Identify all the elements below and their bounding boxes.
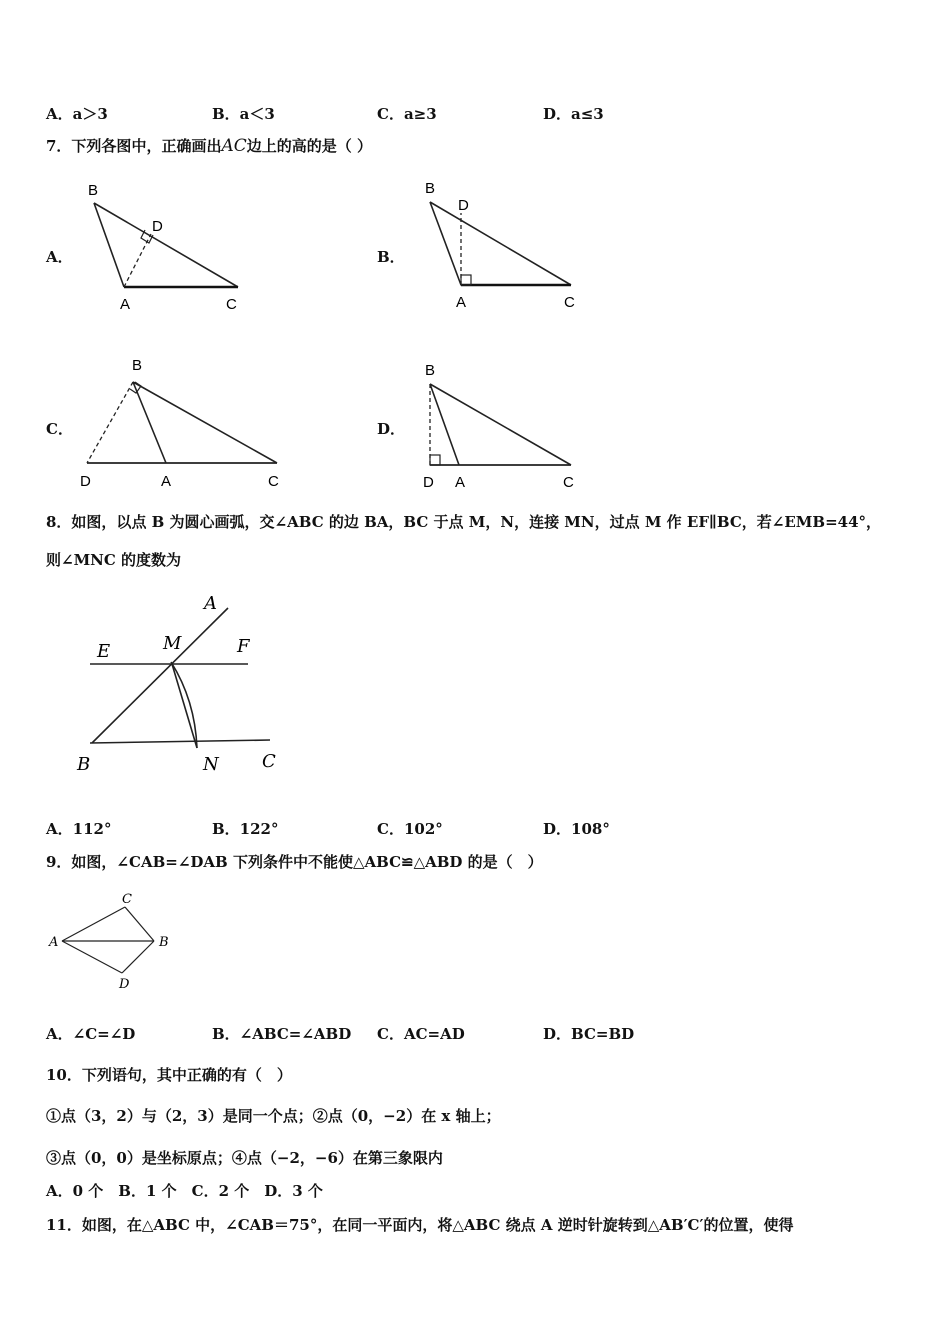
q7d-point-a: A [455,474,466,491]
q7-stem-tail: 边上的高的是（ ） [246,137,372,155]
q9-option-a: A．∠C=∠D [46,1025,136,1043]
q8-stem-line2: 则∠MNC 的度数为 [46,551,182,569]
q7-stem-head: 7．下列各图中，正确画出 [46,137,222,155]
q7-stem [46,137,372,155]
q7a-point-b: B [88,182,99,199]
q8-point-c: C [262,751,276,772]
q6-option-b: B．a＜3 [212,105,275,123]
q7b-point-c: C [564,294,575,311]
q8-option-b: B．122° [212,820,279,838]
q8-point-n: N [203,754,219,775]
q9-option-b: B．∠ABC=∠ABD [212,1025,352,1043]
q8-point-e: E [97,641,111,662]
q11-stem: 11．如图，在△ABC 中，∠CAB＝75°，在同一平面内，将△ABC 绕点 A 逆时针旋转到△AB′C′的位置，使得 [46,1216,794,1234]
q7-label-b: B． [377,248,405,266]
q7-label-a: A． [46,248,73,266]
q9-option-d: D．BC=BD [543,1025,635,1043]
q7-figure-d [415,355,595,500]
q7b-point-d: D [458,197,469,214]
q9-point-d: D [119,977,130,992]
q6-option-d: D．a≤3 [543,105,604,123]
q10-options: A．0 个 B．1 个 C．2 个 D．3 个 [46,1182,323,1200]
q6-option-c: C．a≥3 [377,105,437,123]
q7a-point-a: A [120,296,131,313]
q9-point-c: C [122,892,132,907]
q7a-point-c: C [226,296,237,313]
q7-label-c: C． [46,420,73,438]
q7-figure-b [415,175,595,315]
q9-stem: 9．如图，∠CAB=∠DAB 下列条件中不能使△ABC≌△ABD 的是（ ） [46,853,543,871]
q7c-point-a: A [161,473,172,490]
q8-point-b: B [77,754,91,775]
q10-line1: ①点（3，2）与（2，3）是同一个点；②点（0，−2）在 x 轴上； [46,1107,501,1125]
q7d-point-c: C [563,474,574,491]
q8-stem-line1: 8．如图，以点 B 为圆心画弧，交∠ABC 的边 BA，BC 于点 M，N，连接 MN，过点 M 作 EF∥BC，若∠EMB=44°， [46,513,882,531]
q7c-point-b: B [132,357,143,374]
q8-figure [70,590,300,780]
q9-option-c: C．AC=AD [377,1025,465,1043]
q7-stem-ac: AC [221,136,247,156]
q8-point-f: F [237,636,250,657]
q9-point-b: B [159,935,169,950]
q7a-point-d: D [152,218,163,235]
q7-figure-a [80,175,260,315]
q7c-point-d: D [80,473,91,490]
q7-label-d: D． [377,420,406,438]
q8-point-a: A [204,593,217,614]
q7b-point-b: B [425,180,436,197]
q7-figure-c [75,352,295,497]
q7c-point-c: C [268,473,279,490]
q7b-point-a: A [456,294,467,311]
q9-figure [45,890,180,995]
q10-stem: 10．下列语句，其中正确的有（ ） [46,1066,292,1084]
q8-point-m: M [163,633,182,654]
q9-point-a: A [49,935,59,950]
q6-option-a: A．a＞3 [46,105,108,123]
q10-line2: ③点（0，0）是坐标原点；④点（−2，−6）在第三象限内 [46,1149,443,1167]
q8-option-d: D．108° [543,820,610,838]
q8-option-c: C．102° [377,820,443,838]
q8-option-a: A．112° [46,820,112,838]
q7d-point-b: B [425,362,436,379]
q7d-point-d: D [423,474,434,491]
